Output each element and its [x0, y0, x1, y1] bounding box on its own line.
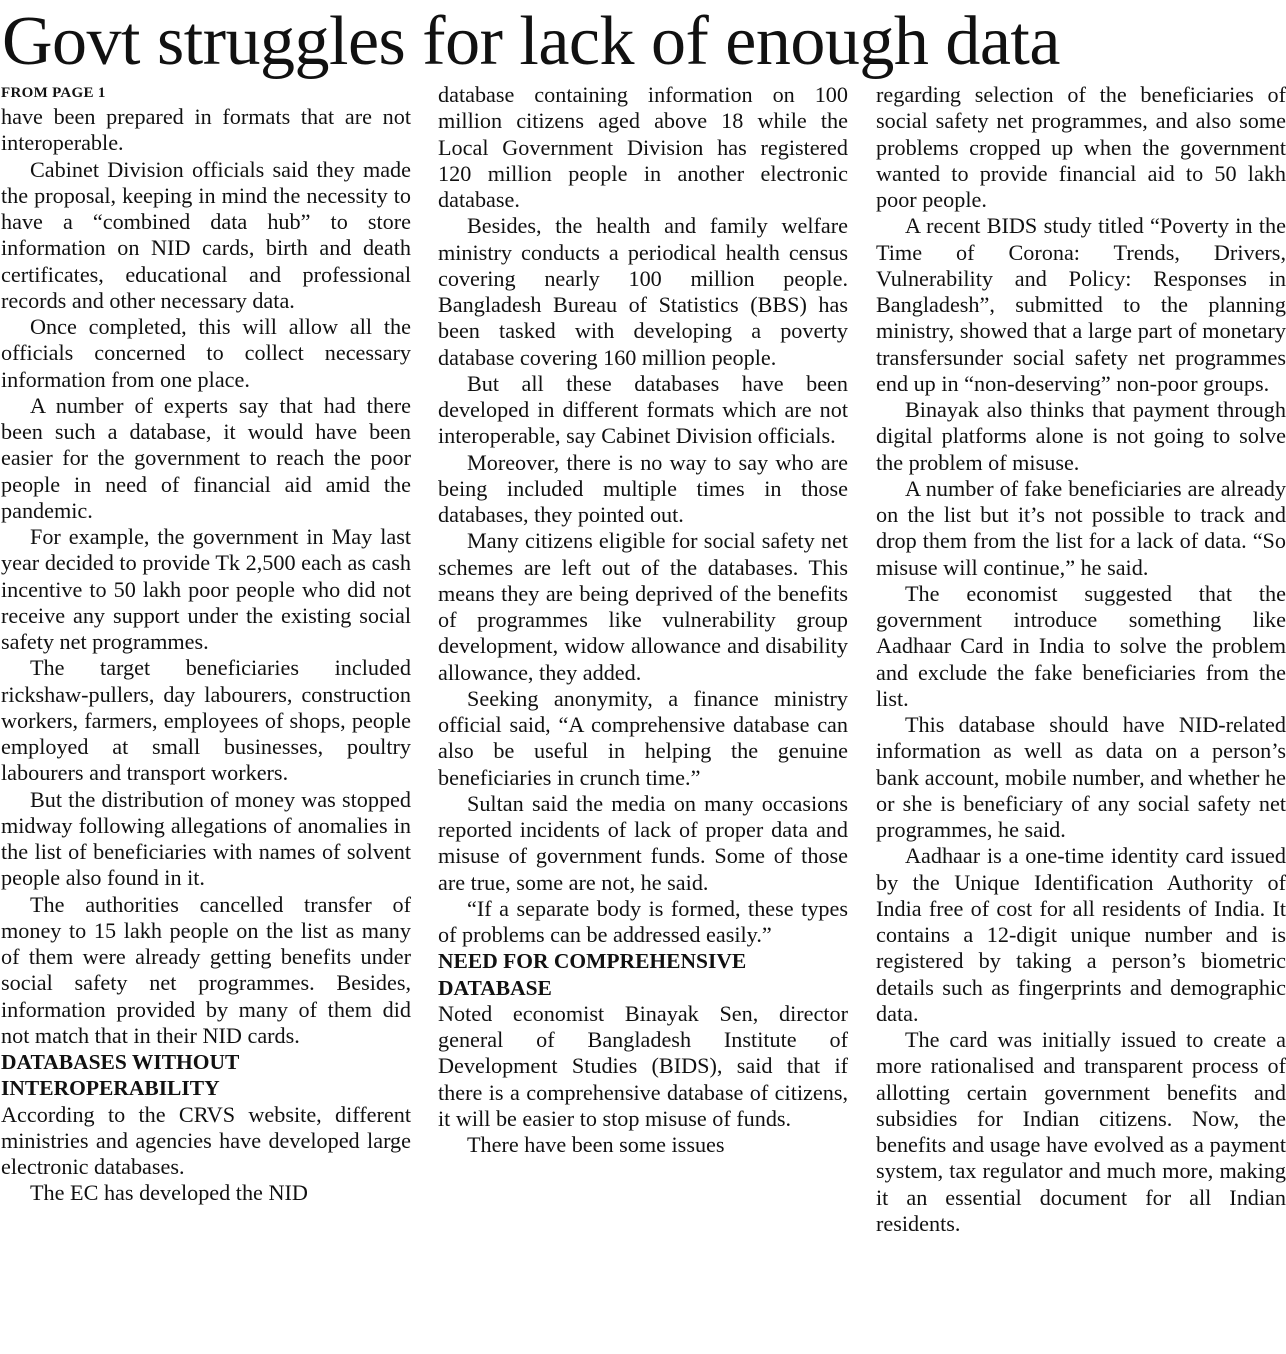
body-paragraph: Binayak also thinks that payment through digital platforms alone is not going to solve the problem of misuse.: [876, 397, 1286, 475]
section-subheading: NEED FOR COMPREHENSIVE DATABASE: [438, 949, 747, 1000]
body-paragraph: Cabinet Division officials said they made the proposal, keeping in mind the necessity to have a “combined data hub” to store information on NID cards, birth and death certificates, educational and professional records and other necessary data.: [1, 156, 411, 313]
article-column-2: [438, 82, 848, 1158]
body-paragraph: Seeking anonymity, a finance ministry official said, “A comprehensive database can also be useful in helping the genuine beneficiaries in crunch time.”: [438, 685, 848, 790]
body-paragraph: The authorities cancelled transfer of money to 15 lakh people on the list as many of them were already getting benefits under social safety net programmes. Besides, information provided by many of them did not match that in their NID cards.: [1, 891, 411, 1048]
body-paragraph: Noted economist Binayak Sen, director general of Bangladesh Institute of Development Studies (BIDS), said that if there is a comprehensive database of citizens, it will be easier to stop misuse of funds.: [438, 1000, 848, 1131]
body-paragraph: Sultan said the media on many occasions reported incidents of lack of proper data and misuse of government funds. Some of those are true, some are not, he said.: [438, 790, 848, 895]
body-paragraph: This database should have NID-related information as well as data on a person’s bank account, mobile number, and whether he or she is beneficiary of any social safety net programmes, he said.: [876, 712, 1286, 842]
body-paragraph: For example, the government in May last year decided to provide Tk 2,500 each as cash incentive to 50 lakh poor people who did not receive any support under the existing social safety net programmes.: [1, 524, 411, 654]
body-paragraph: A recent BIDS study titled “Poverty in the Time of Corona: Trends, Drivers, Vulnerability and Policy: Responses in Bangladesh”, submitted to the planning ministry, showed that a large part of monetary transfersunder social safety net programmes end up in “non-deserving” non-poor groups.: [876, 213, 1286, 396]
body-paragraph: Many citizens eligible for social safety net schemes are left out of the databases. This means they are being deprived of the benefits of programmes like vulnerability group development, widow allowance and disability allowance, they added.: [438, 528, 848, 685]
body-paragraph: The economist suggested that the government introduce something like Aadhaar Card in India to solve the problem and exclude the fake beneficiaries from the list.: [876, 580, 1286, 711]
body-paragraph: have been prepared in formats that are not interoperable.: [1, 104, 411, 156]
body-paragraph: Moreover, there is no way to say who are being included multiple times in those databases, they pointed out.: [438, 449, 848, 527]
body-paragraph: A number of fake beneficiaries are already on the list but it’s not possible to track and drop them from the list for a lack of data. “So misuse will continue,” he said.: [876, 475, 1286, 580]
body-paragraph: But the distribution of money was stopped midway following allegations of anomalies in the list of beneficiaries with names of solvent people also found in it.: [1, 786, 411, 891]
body-paragraph: Aadhaar is a one-time identity card issued by the Unique Identification Authority of India free of cost for all residents of India. It contains a 12-digit unique number and is registered by taking a person’s biometric details such as fingerprints and demographic data.: [876, 843, 1286, 1026]
body-paragraph: But all these databases have been developed in different formats which are not interoperable, say Cabinet Division officials.: [438, 370, 848, 449]
body-paragraph: Once completed, this will allow all the officials concerned to collect necessary information from one place.: [1, 314, 411, 392]
article-column-3: [876, 82, 1286, 1237]
body-paragraph: According to the CRVS website, different ministries and agencies have developed large electronic databases.: [1, 1101, 411, 1179]
headline: Govt struggles for lack of enough data: [2, 3, 1060, 80]
body-paragraph: The card was initially issued to create a more rationalised and transparent process of allotting certain government benefits and subsidies for Indian citizens. Now, the benefits and usage have evolved as a payment system, tax regulator and much more, making it an essential document for all Indian residents.: [876, 1027, 1286, 1236]
body-paragraph: regarding selection of the beneficiaries of social safety net programmes, and also some problems cropped up when the government wanted to provide financial aid to 50 lakh poor people.: [876, 82, 1286, 212]
body-paragraph: database containing information on 100 million citizens aged above 18 while the Local Government Division has registered 120 million people in another electronic database.: [438, 82, 848, 212]
body-paragraph: The EC has developed the NID: [30, 1180, 308, 1206]
body-paragraph: “If a separate body is formed, these types of problems can be addressed easily.”: [438, 895, 848, 947]
article-column-1: [1, 82, 411, 1207]
body-paragraph: A number of experts say that had there been such a database, it would have been easier for the government to reach the poor people in need of financial aid amid the pandemic.: [1, 392, 411, 523]
body-paragraph: There have been some issues: [467, 1132, 725, 1157]
body-paragraph: Besides, the health and family welfare ministry conducts a periodical health census covering nearly 100 million people. Bangladesh Bureau of Statistics (BBS) has been tasked with developing a poverty database covering 160 million people.: [438, 213, 848, 370]
body-paragraph: The target beneficiaries included rickshaw-pullers, day labourers, construction workers, farmers, employees of shops, people employed at small businesses, poultry labourers and transport workers.: [1, 655, 411, 786]
continuation-kicker: FROM PAGE 1: [1, 85, 106, 101]
section-subheading: DATABASES WITHOUT INTEROPERABILITY: [1, 1050, 239, 1101]
